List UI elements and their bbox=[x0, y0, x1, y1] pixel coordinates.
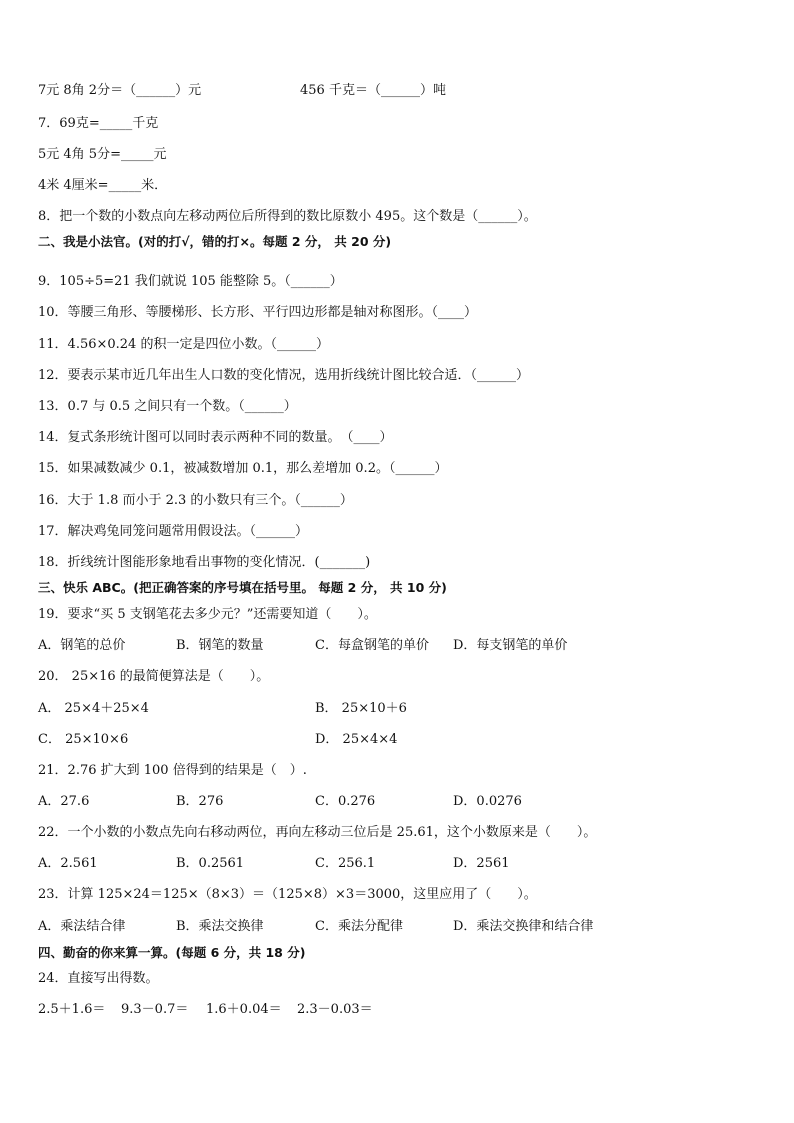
q22-option-b: B．0.2561 bbox=[176, 856, 245, 871]
q22-option-a: A．2.561 bbox=[38, 856, 98, 871]
conversion-yuan: 7元 8角 2分＝（______）元 bbox=[38, 83, 202, 98]
q20-stem: 20． 25×16 的最简便算法是（ ）。 bbox=[38, 669, 270, 684]
q21-option-a: A．27.6 bbox=[38, 794, 90, 809]
q19-option-a: A．钢笔的总价 bbox=[38, 638, 126, 653]
q24-item: 2.3－0.03＝ bbox=[297, 1002, 373, 1017]
q20-option-a: A． 25×4＋25×4 bbox=[38, 701, 149, 716]
judge-item: 12．要表示某市近几年出生人口数的变化情况，选用折线统计图比较合适．（______） bbox=[38, 368, 530, 383]
q21-option-d: D．0.0276 bbox=[453, 794, 522, 809]
section-4-heading: 四、勤奋的你来算一算。(每题 6 分，共 18 分) bbox=[38, 945, 306, 960]
section-2-heading: 二、我是小法官。(对的打√，错的打×。每题 2 分， 共 20 分) bbox=[38, 234, 392, 249]
q23-option-b: B．乘法交换律 bbox=[176, 919, 264, 934]
q20-option-c: C． 25×10×6 bbox=[38, 732, 129, 747]
q23-option-c: C．乘法分配律 bbox=[315, 919, 403, 934]
judge-item: 16．大于 1.8 而小于 2.3 的小数只有三个。（______） bbox=[38, 493, 353, 508]
q22-stem: 22．一个小数的小数点先向右移动两位，再向左移动三位后是 25.61，这个小数原来是（ ）。 bbox=[38, 825, 597, 840]
judge-item: 11．4.56×0.24 的积一定是四位小数。（______） bbox=[38, 337, 329, 352]
q24-stem: 24．直接写出得数。 bbox=[38, 971, 159, 986]
q21-stem: 21．2.76 扩大到 100 倍得到的结果是（ ）. bbox=[38, 763, 307, 778]
conversion-ton: 456 千克＝（______）吨 bbox=[300, 83, 446, 98]
judge-item: 10．等腰三角形、等腰梯形、长方形、平行四边形都是轴对称图形。（____） bbox=[38, 305, 478, 320]
judge-item: 9．105÷5=21 我们就说 105 能整除 5。（______） bbox=[38, 274, 343, 289]
judge-item: 13．0.7 与 0.5 之间只有一个数。（______） bbox=[38, 399, 297, 414]
q20-option-d: D． 25×4×4 bbox=[315, 732, 398, 747]
unit-conversion-row bbox=[38, 82, 201, 100]
q22-option-c: C．256.1 bbox=[315, 856, 376, 871]
judge-item: 17．解决鸡兔同笼问题常用假设法。（______） bbox=[38, 524, 309, 539]
q19-option-b: B．钢笔的数量 bbox=[176, 638, 264, 653]
q23-option-d: D．乘法交换律和结合律 bbox=[453, 919, 594, 934]
q24-item: 1.6＋0.04＝ bbox=[206, 1002, 282, 1017]
q23-stem: 23．计算 125×24＝125×（8×3）＝（125×8）×3＝3000，这里应用了（ ）。 bbox=[38, 887, 537, 902]
q21-option-b: B．276 bbox=[176, 794, 224, 809]
judge-item: 18．折线统计图能形象地看出事物的变化情况．(_______) bbox=[38, 555, 371, 570]
q7-b: 5元 4角 5分=_____元 bbox=[38, 147, 167, 162]
q23-option-a: A．乘法结合律 bbox=[38, 919, 126, 934]
judge-item: 15．如果减数减少 0.1，被减数增加 0.1，那么差增加 0.2。（______） bbox=[38, 461, 448, 476]
q19-stem: 19．要求“买 5 支钢笔花去多少元？”还需要知道（ ）。 bbox=[38, 607, 377, 622]
q24-item: 9.3－0.7＝ bbox=[121, 1002, 189, 1017]
q8: 8．把一个数的小数点向左移动两位后所得到的数比原数小 495。这个数是（______）。 bbox=[38, 209, 537, 224]
q21-option-c: C．0.276 bbox=[315, 794, 376, 809]
q19-option-c: C．每盒钢笔的单价 bbox=[315, 638, 429, 653]
judge-item: 14．复式条形统计图可以同时表示两种不同的数量。 （____） bbox=[38, 430, 393, 445]
q22-option-d: D．2561 bbox=[453, 856, 510, 871]
q19-option-d: D．每支钢笔的单价 bbox=[453, 638, 568, 653]
q24-item: 2.5＋1.6＝ bbox=[38, 1002, 106, 1017]
q7-c: 4米 4厘米=_____米． bbox=[38, 178, 168, 193]
q20-option-b: B． 25×10＋6 bbox=[315, 701, 407, 716]
section-3-heading: 三、快乐 ABC。(把正确答案的序号填在括号里。 每题 2 分， 共 10 分) bbox=[38, 580, 447, 595]
q7-a: 7．69克=_____千克 bbox=[38, 116, 159, 131]
